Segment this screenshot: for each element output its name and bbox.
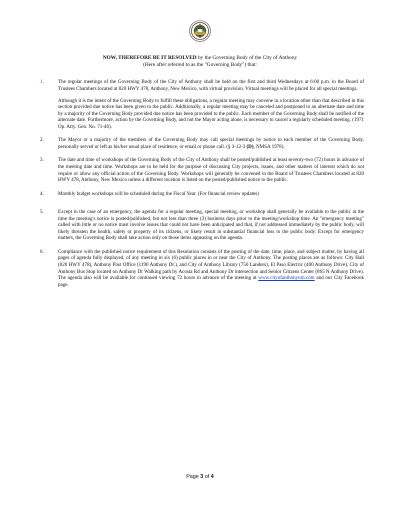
city-seal-logo — [189, 20, 211, 42]
intro-subline: (Here after referred to as the "Governing Body") that: — [143, 62, 257, 68]
list-item — [40, 191, 364, 198]
resolution-items — [40, 79, 364, 288]
item-text: The Mayor or a majority of the members of the Governing Body may call special meetings by notice to each member of the Governing Body, personally served or left as his/her usual place of residence, or email or phone call. (§ 3-12-3 — [58, 137, 364, 150]
item-paragraph: Except in the case of an emergency, the agenda for a regular meeting, special meeting, or workshop shall generally be available to the public at the time the meeting's notice is posted/published, but not less than three (3) business days prior to the meeting/workshop time. An "emergency meeting" called with little or no notice must involve issues that could not have been anticipated and that, if not addressed immediately by the public body, will likely threaten the health, safety or property of its citizens, or likely result in substantial financial loss to the public body. Except for emergency matters, the Governing Body shall take action only on those items appearing on the agenda. — [58, 209, 364, 242]
page-total: 4 — [210, 474, 214, 480]
resolution-intro — [44, 55, 356, 69]
item-number: 1. — [40, 79, 44, 85]
item-text-bold: (D) — [246, 143, 254, 150]
item-number: 4. — [40, 190, 44, 197]
intro-rest: by the Governing Body of the City of Anthony — [196, 55, 298, 61]
list-item — [40, 79, 364, 130]
item-text: , NMSA 1978). — [253, 143, 285, 150]
intro-line — [44, 55, 356, 62]
item-number: 5. — [40, 209, 44, 216]
list-item — [40, 157, 364, 183]
item-paragraph: Monthly budget workshops will be scheduled during the Fiscal Year. (For financial review updates) — [58, 190, 259, 197]
item-paragraph — [58, 137, 364, 150]
item-text: and our City Facebook page. — [58, 275, 364, 288]
list-item — [40, 209, 364, 242]
item-paragraph: Although it is the intent of the Governing Body to fulfill these obligations, a regular meeting may convene in a location other than that described in this section provided due notice has been given to the public. Additionally, a regular meeting may be canceled and postponed to an alternate date and time by a majority of the Governing Body provided due notice has been provided to the public. Each member of the Governing Body shall be notified of the alternate date. Furthermore, action by the Governing Body, and not the Mayor acting alone, is necessary to cancel a regularly scheduled meeting. (1971 Op. Atty. Gen. No. 71-46). — [58, 97, 364, 130]
item-text: Compliance with the published notice requirement of this Resolution consists of the posting of the date, time, place, and subject matter, by having all pages of agenda fully displayed, of any meeting in six (6) public places in or near the City of Anthony. The posting places are as follows: City Hall (820 HWY 478), Anthony Post Office (1190 Anthony Dr.), and City of Anthony Library (750 Landers), El Paso Electric (400 Anthony Drive), City of Anthony Bus Stop located on Anthony Dr Walking path by Acosta Rd and Anthony Dr intersection and Senior Citizens Center (865 N Anthony Drive). The agenda also will be available for continued viewing 72 hours in advance of the meeting at — [58, 248, 364, 282]
page-number: 3 — [200, 474, 204, 480]
item-paragraph: The regular meetings of the Governing Body of the City of Anthony shall be held on the first and third Wednesdays at 6:00 p.m. in the Board of Trustees Chambers located at 820 HWY 478, Anthony, New Mexico, with virtual provision. Virtual meetings will be placed for all special meetings. — [58, 79, 364, 92]
item-paragraph — [58, 249, 364, 288]
city-website-link[interactable]: www.cityofanthonynm.com — [258, 275, 315, 282]
footer-middle: of — [203, 474, 211, 480]
item-paragraph: The date and time of workshops of the Governing Body of the City of Anthony shall be posted/published at least seventy-two (72) hours in advance of the meeting date and time. Workshops are to be held for the purpose of discussing City projects, issues, and other matters of interest which do not require or allow any official action of the Governing Body. Workshops will generally be convened in the Board of Trustees Chambers located at 820 HWY 478, Anthony, New Mexico unless a different location is listed on the posted/published notice to the public. — [58, 157, 364, 184]
item-number: 6. — [40, 248, 44, 255]
list-item — [40, 137, 364, 150]
footer-prefix: Page — [186, 474, 201, 480]
item-number: 3. — [40, 157, 44, 164]
item-number: 2. — [40, 137, 44, 144]
list-item — [40, 249, 364, 288]
page-footer — [0, 474, 400, 480]
intro-lead: NOW, THEREFORE BE IT RESOLVED — [102, 55, 197, 61]
